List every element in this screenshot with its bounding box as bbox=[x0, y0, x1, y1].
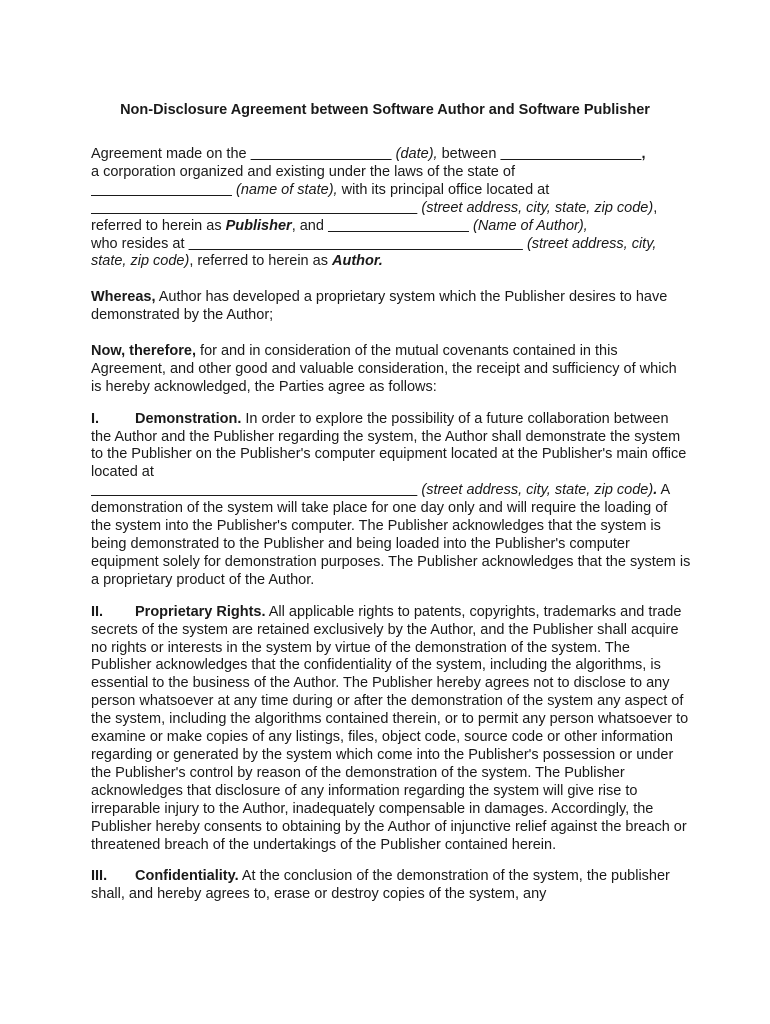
section-heading: Proprietary Rights. bbox=[135, 603, 266, 620]
publisher-term: Publisher bbox=[225, 217, 292, 234]
document-title: Non-Disclosure Agreement between Software Author and Software Publisher bbox=[120, 102, 650, 118]
publisher-name-blank[interactable] bbox=[500, 146, 641, 162]
now-therefore-text: for and in consideration of the mutual covenants contained in this Agreement, and other good and valuable consideration, the receipt and sufficiency of which is hereby acknowledged, the Parties agree as follows: bbox=[91, 342, 677, 395]
document-body bbox=[91, 146, 691, 922]
intro-text: who resides at bbox=[91, 235, 189, 252]
now-therefore-paragraph bbox=[91, 343, 691, 397]
date-blank[interactable] bbox=[251, 146, 392, 162]
publisher-address-label: (street address, city, state, zip code) bbox=[421, 199, 654, 216]
office-address-label: (street address, city, state, zip code) bbox=[421, 482, 654, 499]
section-text: A demonstration of the system will take place for one day only and will require the loading of the system into the Publisher's computer. The Publisher acknowledges that the system is being demonstrated to the Publisher and being loaded into the Publisher's computer equipment solely for demonstration purposes. The Publisher acknowledges that the system is a proprietary product of the Author. bbox=[91, 482, 691, 588]
section-number: III. bbox=[91, 868, 108, 885]
intro-paragraph bbox=[91, 146, 691, 271]
section-text: All applicable rights to patents, copyrights, trademarks and trade secrets of the system are retained exclusively by the Author, and the Publisher shall acquire no rights or interests in the system by virtue of the demonstration of the system. The Publisher acknowledges that the confidentiality of the system, including the algorithms, is essential to the business of the Author. The Publisher hereby agrees not to disclose to any person whatsoever at any time during or after the demonstration of the system any aspect of the system, including the algorithms contained therein, or to permit any person whatsoever to examine or make copies of any listings, files, object code, source code or other information regarding or generated by the system which come into the Publisher's possession or under the Publisher's control by reason of the demonstration of the system. The Publisher acknowledges that disclosure of any information regarding the system will give rise to irreparable injury to the Author, inadequately compensable in damages. Accordingly, the Publisher hereby consents to obtaining by the Author of injunctive relief against the breach or threatened breach of the undertakings of the Publisher contained herein. bbox=[91, 603, 689, 853]
period-text: . bbox=[653, 482, 658, 499]
section-proprietary-rights bbox=[91, 604, 691, 855]
section-text: In order to explore the possibility of a future collaboration between the Author and the Publisher regarding the system, the Author shall demonstrate the system to the Publisher on the Publisher's computer equipment located at the Publisher's main office located at bbox=[91, 410, 687, 481]
now-therefore-lead: Now, therefore, bbox=[91, 342, 197, 359]
publisher-address-blank[interactable] bbox=[91, 200, 417, 216]
intro-text: a corporation organized and existing under the laws of the state of bbox=[91, 163, 515, 180]
section-text: At the conclusion of the demonstration of the system, the publisher shall, and hereby agrees to, erase or destroy copies of the system, any bbox=[91, 868, 670, 903]
author-name-label: (Name of Author), bbox=[473, 217, 588, 234]
comma-text: , bbox=[641, 146, 646, 162]
state-blank[interactable] bbox=[91, 182, 232, 198]
intro-text: with its principal office located at bbox=[337, 181, 550, 198]
intro-text: , referred to herein as bbox=[189, 253, 332, 270]
state-label: (name of state), bbox=[236, 181, 338, 198]
intro-text: , and bbox=[291, 217, 328, 234]
section-heading: Confidentiality. bbox=[135, 868, 239, 885]
intro-text: , referred to herein as bbox=[91, 199, 658, 234]
author-address-blank[interactable] bbox=[189, 236, 523, 252]
author-name-blank[interactable] bbox=[328, 218, 469, 234]
author-address-label: (street address, city, state, zip code) bbox=[91, 235, 657, 270]
section-demonstration bbox=[91, 411, 691, 590]
section-number: I. bbox=[91, 410, 100, 427]
whereas-text: Author has developed a proprietary system which the Publisher desires to have demonstrated by the Author; bbox=[91, 289, 668, 324]
date-label: (date), bbox=[395, 146, 438, 162]
whereas-paragraph bbox=[91, 289, 691, 325]
office-address-blank[interactable] bbox=[91, 482, 417, 498]
intro-text: between bbox=[437, 146, 501, 162]
section-confidentiality bbox=[91, 868, 691, 904]
section-heading: Demonstration. bbox=[135, 410, 242, 427]
author-term: Author. bbox=[332, 253, 383, 270]
intro-text: Agreement made on the bbox=[91, 146, 251, 162]
section-number: II. bbox=[91, 603, 104, 620]
whereas-lead: Whereas, bbox=[91, 289, 156, 306]
